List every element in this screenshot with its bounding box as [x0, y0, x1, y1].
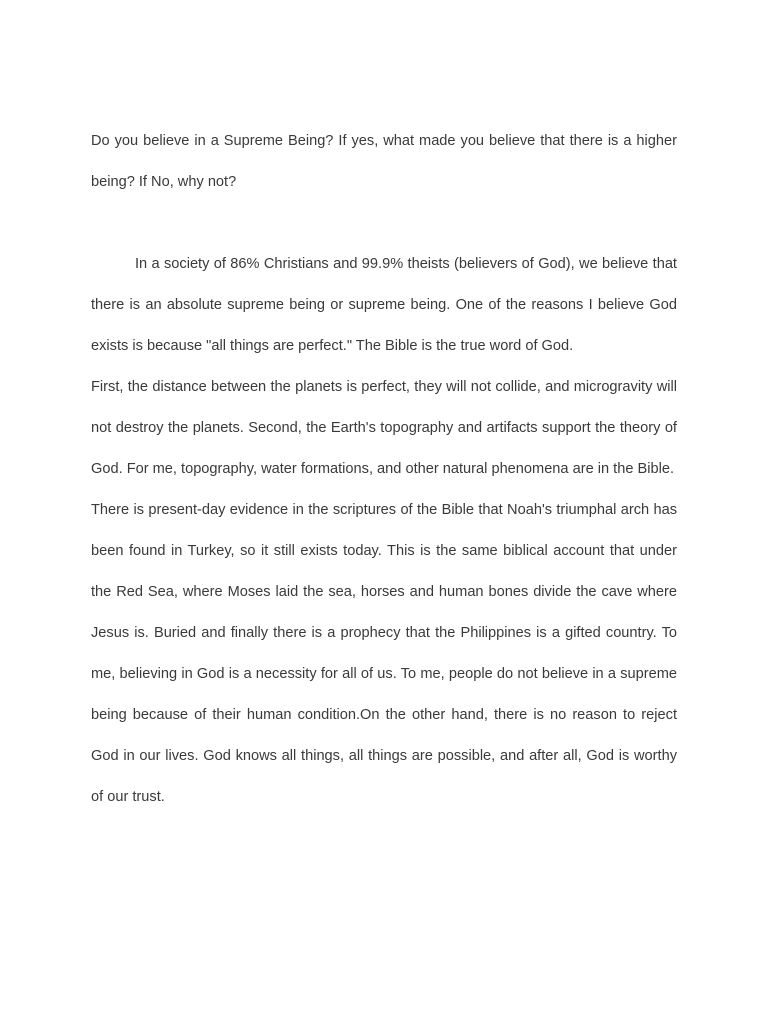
- document-body: [91, 121, 677, 818]
- paragraph-intro: In a society of 86% Christians and 99.9% theists (believers of God), we believe that there is an absolute supreme being or supreme being. One of the reasons I believe God exists is because "all things are perfect." The Bible is the true word of God.: [91, 256, 677, 354]
- paragraph-evidence: There is present-day evidence in the scriptures of the Bible that Noah's triumphal arch has been found in Turkey, so it still exists today. This is the same biblical account that under the Red Sea, where Moses laid the sea, horses and human bones divide the cave where Jesus is. Buried and finally there is a prophecy that the Philippines is a gifted country. To me, believing in God is a necessity for all of us. To me, people do not believe in a supreme being because of their human condition.On the other hand, there is no reason to reject God in our lives. God knows all things, all things are possible, and after all, God is worthy of our trust.: [91, 502, 677, 805]
- essay-question: Do you believe in a Supreme Being? If yes, what made you believe that there is a higher being? If No, why not?: [91, 133, 677, 190]
- paragraph-first-reason: First, the distance between the planets is perfect, they will not collide, and microgravity will not destroy the planets. Second, the Earth's topography and artifacts support the theory of God. For me, topography, water formations, and other natural phenomena are in the Bible.: [91, 379, 677, 477]
